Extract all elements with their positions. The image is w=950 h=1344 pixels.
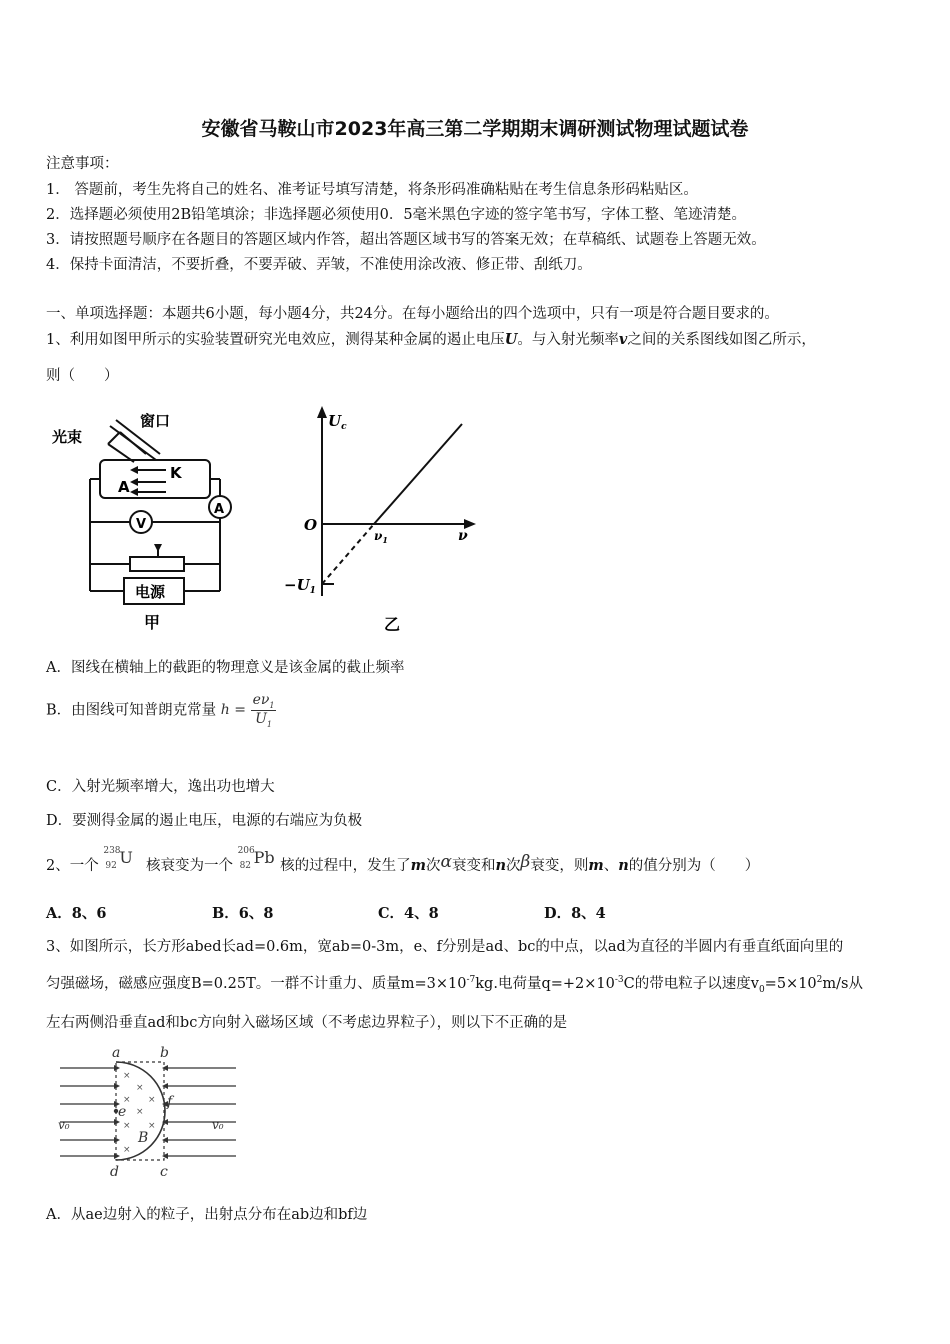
point-d-label: d	[110, 1164, 119, 1178]
v0-right-label: v₀	[212, 1118, 224, 1132]
label-beam: 光束	[52, 428, 83, 446]
voltmeter-icon: V	[136, 517, 147, 532]
field-b-label: B	[138, 1130, 149, 1146]
page-title: 安徽省马鞍山市2023年高三第二学期期末调研测试物理试题试卷	[201, 118, 749, 140]
notice-item-1: 1． 答题前，考生先将自己的姓名、准考证号填写清楚，将条形码准确粘贴在考生信息条形码粘贴区。	[46, 182, 698, 198]
caption-yi: 乙	[384, 615, 401, 634]
origin-label: O	[304, 516, 318, 534]
point-b-label: b	[160, 1045, 169, 1061]
figure-magnetic-field	[56, 1044, 240, 1178]
point-a-label: a	[112, 1045, 121, 1061]
notice-heading: 注意事项：	[46, 156, 119, 172]
q2-option-a: A．8、6	[46, 905, 107, 922]
cross-mark: ×	[148, 1121, 156, 1131]
figure-jia-circuit	[48, 404, 248, 636]
formula-fraction: $\frac{e\nu_1}{U_1}$	[252, 692, 275, 729]
q1-option-d: D．要测得金属的遏止电压，电源的右端应为负极	[46, 813, 363, 829]
q3-option-a: A．从ae边射入的粒子，出射点分布在ab边和bf边	[46, 1207, 368, 1223]
q1-stem: 1、利用如图甲所示的实验装置研究光电效应，测得某种金属的遏止电压U。与入射光频率v之间的关系图线如图乙所示，	[46, 331, 816, 348]
label-power: 电源	[135, 583, 166, 601]
cross-mark: ×	[136, 1083, 144, 1093]
q3-stem-2: 匀强磁场，磁感应强度B=0.25T。一群不计重力、质量$m=3\times 10^{-7}kg$.电荷量$q=+2\times 10^{-3}C$的带电粒子以速度$v_0=5\times 10^2m/s$从	[46, 975, 863, 995]
notice-item-3: 3．请按照题号顺序在各题目的答题区域内作答，超出答题区域书写的答案无效；在草稿纸、试题卷上答题无效。	[46, 232, 766, 248]
label-window: 窗口	[140, 412, 171, 430]
cross-mark: ×	[123, 1095, 131, 1105]
notice-item-4: 4．保持卡面清洁，不要折叠，不要弄破、弄皱，不准使用涂改液、修正带、刮纸刀。	[46, 257, 592, 273]
q3-stem-1: 3、如图所示，长方形abed长ad=0.6m，宽ab=0-3m，e、f分别是ad、bc的中点，以ad为直径的半圆内有垂直纸面向里的	[46, 939, 844, 955]
q2-option-c: C．4、8	[378, 905, 439, 922]
caption-jia: 甲	[144, 613, 161, 632]
section-heading: 一、单项选择题：本题共6小题，每小题4分，共24分。在每小题给出的四个选项中，只有一项是符合题目要求的。	[46, 306, 779, 322]
cross-mark: ×	[123, 1121, 131, 1131]
q3-stem-3: 左右两侧沿垂直ad和bc方向射入磁场区域（不考虑边界粒子），则以下不正确的是	[46, 1015, 568, 1031]
ammeter-icon: A	[214, 502, 225, 517]
notice-item-2: 2．选择题必须使用2B铅笔填涂；非选择题必须使用0．5毫米黑色字迹的签字笔书写，字体工整、笔迹清楚。	[46, 207, 747, 223]
cross-mark: ×	[148, 1095, 156, 1105]
point-f-label: f	[167, 1094, 173, 1110]
q1-option-a: A．图线在横轴上的截距的物理意义是该金属的截止频率	[46, 660, 405, 676]
x-axis-label: ν	[458, 528, 468, 544]
v0-left-label: v₀	[58, 1118, 70, 1132]
figure-yi-graph	[282, 404, 482, 636]
cross-mark: ×	[123, 1071, 131, 1081]
y-tick-label: $-U_1$	[284, 576, 316, 596]
q2-stem: 2、一个 238 92 U 核衰变为一个 206 82 Pb 核的过程中，发生了m次α衰变和n次β衰变，则m、n的值分别为（ ）	[46, 846, 760, 874]
label-k: K	[170, 464, 182, 482]
q2-option-b: B．6、8	[212, 905, 274, 922]
cross-mark: ×	[136, 1107, 144, 1117]
uranium-nuclide: 238 92 U	[103, 846, 133, 871]
q1-stem-end: 则（ ）	[46, 368, 119, 384]
point-c-label: c	[160, 1164, 168, 1178]
formula-lhs: h =	[220, 702, 246, 719]
x-tick-label: $\nu_1$	[374, 529, 388, 545]
q1-option-b: B．由图线可知普朗克常量 h = $\frac{e\nu_1}{U_1}$	[46, 692, 275, 729]
q2-option-d: D．8、4	[544, 905, 606, 922]
label-a: A	[118, 478, 130, 496]
q1-option-c: C．入射光频率增大，逸出功也增大	[46, 779, 275, 795]
lead-nuclide: 206 82 Pb	[237, 846, 275, 871]
y-axis-label: $U_c$	[328, 412, 347, 432]
point-e-label: e	[118, 1104, 127, 1120]
cross-mark: ×	[123, 1145, 131, 1155]
